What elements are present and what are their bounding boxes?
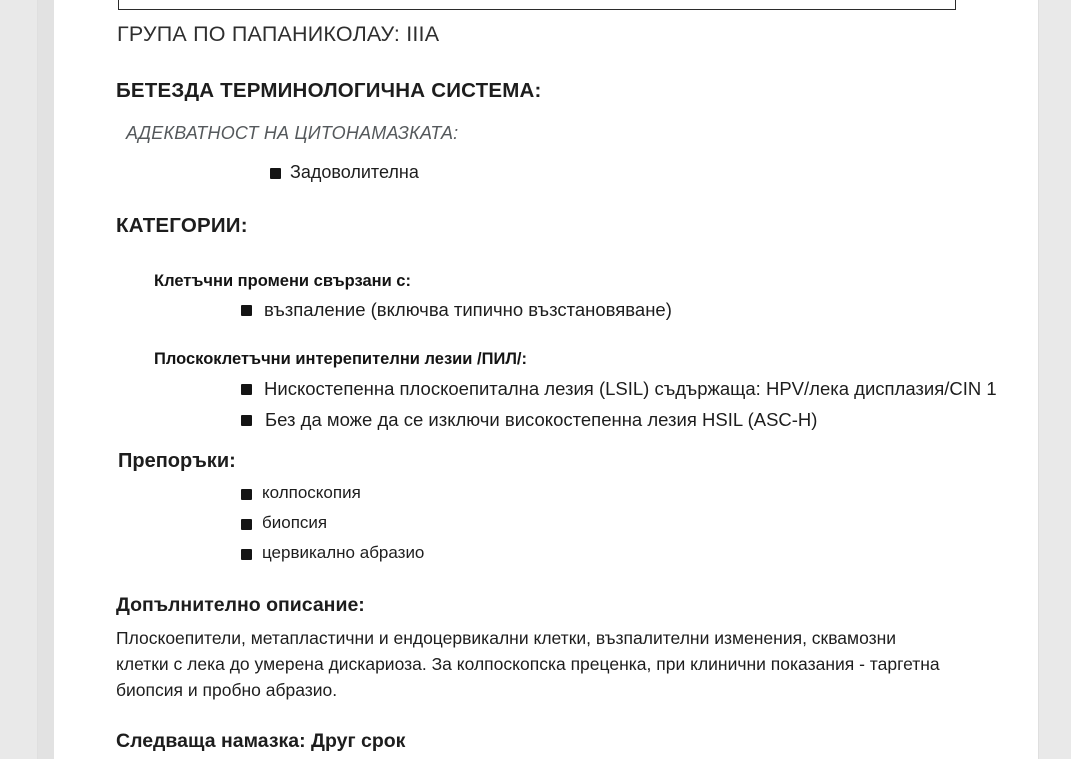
document-content	[82, 0, 1002, 759]
recommendation-item: цервикално абразио	[262, 543, 425, 562]
papanicolau-group-line: ГРУПА ПО ПАПАНИКОЛАУ: IIIA	[117, 22, 440, 46]
square-bullet-icon	[241, 415, 252, 426]
square-bullet-icon	[270, 168, 281, 179]
square-bullet-icon	[241, 519, 252, 530]
page-left-margin-strip	[38, 0, 54, 759]
categories-heading: КАТЕГОРИИ:	[116, 214, 248, 237]
additional-description-text: Плоскоепители, метапластични и ендоцервикални клетки, възпалителни изменения, сквамозни клетки с лека до умерена дискариоза. За колпоскопска преценка, при клинични показания - таргетна биопсия и пробно абразио.	[116, 628, 940, 700]
additional-description-heading: Допълнително описание:	[116, 594, 365, 616]
list-item	[241, 513, 327, 533]
smear-adequacy-label: АДЕКВАТНОСТ НА ЦИТОНАМАЗКАТА:	[126, 123, 459, 143]
list-item	[241, 299, 672, 321]
list-item	[241, 378, 997, 400]
top-bordered-box	[118, 0, 956, 10]
square-bullet-icon	[241, 489, 252, 500]
recommendations-heading: Препоръки:	[118, 450, 236, 472]
squamous-lesion-item: Без да може да се изключи високостепенна лезия HSIL (ASC-H)	[265, 409, 818, 430]
bethesda-system-heading: БЕТЕЗДА ТЕРМИНОЛОГИЧНА СИСТЕМА:	[116, 79, 542, 102]
smear-adequacy-value: Задоволителна	[290, 162, 419, 182]
list-item	[270, 162, 419, 183]
recommendation-item: колпоскопия	[262, 483, 361, 502]
square-bullet-icon	[241, 384, 252, 395]
list-item	[241, 543, 424, 563]
square-bullet-icon	[241, 305, 252, 316]
square-bullet-icon	[241, 549, 252, 560]
list-item	[241, 483, 361, 503]
cell-changes-item: възпаление (включва типично възстановяване)	[264, 299, 672, 320]
squamous-lesions-label: Плоскоклетъчни интерепителни лезии /ПИЛ/:	[154, 350, 527, 368]
list-item	[241, 409, 817, 431]
cell-changes-label: Клетъчни промени свързани с:	[154, 272, 411, 290]
next-smear-line: Следваща намазка: Друг срок	[116, 730, 406, 752]
squamous-lesion-item: Нискостепенна плоскоепитална лезия (LSIL) съдържаща: HPV/лека дисплазия/CIN 1	[264, 378, 997, 399]
recommendation-item: биопсия	[262, 513, 328, 532]
